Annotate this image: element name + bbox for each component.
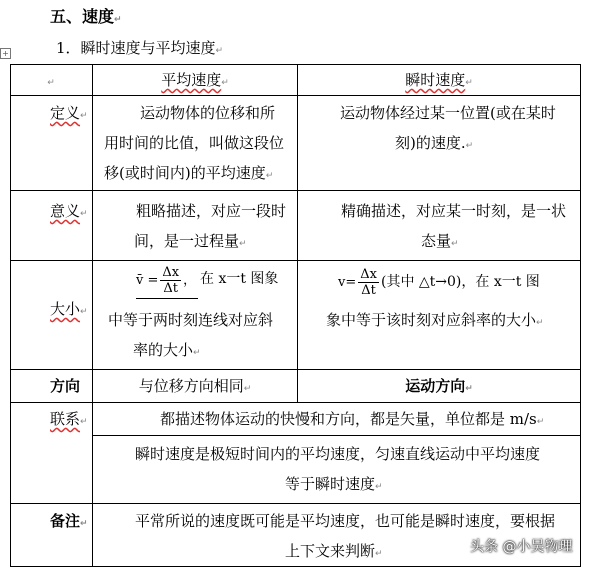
table-anchor-icon[interactable]: + [0,48,11,59]
row-label-meaning: 意义↵ [50,202,88,220]
row-label-remark: 备注↵ [50,512,88,530]
magnitude-instant-lines: 象中等于该时刻对应斜率的大小↵ [326,311,544,329]
table-col-divider [92,64,93,567]
section-title: 五、速度↵ [50,7,122,26]
row-label-magnitude: 大小↵ [50,300,88,318]
definition-instant-text: 运动物体经过某一位置(或在某时 刻)的速度.↵ [340,104,556,152]
watermark: 头条 @小吴物理 [470,539,573,555]
row-label-definition: 定义↵ [50,104,88,122]
header-empty-cell: ↵ [47,78,55,88]
direction-instant-text: 运动方向↵ [405,377,473,395]
average-speed-formula: v̄ = $\frac{\Delta x}{\Delta t}$ ， [136,264,198,299]
remark-text: 平常所说的速度既可能是平均速度，也可能是瞬时速度，要根据 上下文来判断↵ [135,512,556,560]
header-average-speed: 平均速度↵ [161,71,229,89]
direction-average-text: 与位移方向相同↵ [138,377,252,395]
definition-average-text: 运动物体的位移和所 用时间的比值，叫做这段位 移(或时间内)的平均速度↵ [104,104,285,182]
table-border-right [580,64,581,567]
header-instant-speed: 瞬时速度↵ [405,71,473,89]
relation-line2: 瞬时速度是极短时间内的平均速度，匀速直线运动中平均速度 等于瞬时速度↵ [135,445,541,493]
table-row-divider [10,369,580,370]
meaning-average-text: 粗略描述，对应一段时 间，是一过程量↵ [134,202,287,250]
table-border-left [10,64,11,567]
subsection-title: 1．瞬时速度与平均速度↵ [56,39,224,57]
row-label-relation: 联系↵ [50,410,88,428]
table-row-divider [10,503,580,504]
row-label-direction: 方向 [50,377,81,395]
magnitude-average-text: v̄ = $\frac{\Delta x}{\Delta t}$ ， 在 x一t 图象 [136,264,296,299]
relation-line1: 都描述物体运动的快慢和方向，都是矢量，单位都是 m/s↵ [160,410,545,428]
instant-speed-formula: v= $\frac{\Delta x}{\Delta t}$ [338,267,377,298]
magnitude-average-lines: 中等于两时刻连线对应斜 率的大小↵ [108,311,274,359]
table-col-divider [297,64,298,402]
meaning-instant-text: 精确描述，对应某一时刻，是一状 态量↵ [341,202,567,250]
table-row-divider [10,260,580,261]
magnitude-instant-text: v= $\frac{\Delta x}{\Delta t}$ (其中 △t→0)，在 x一t 图 [338,267,540,298]
